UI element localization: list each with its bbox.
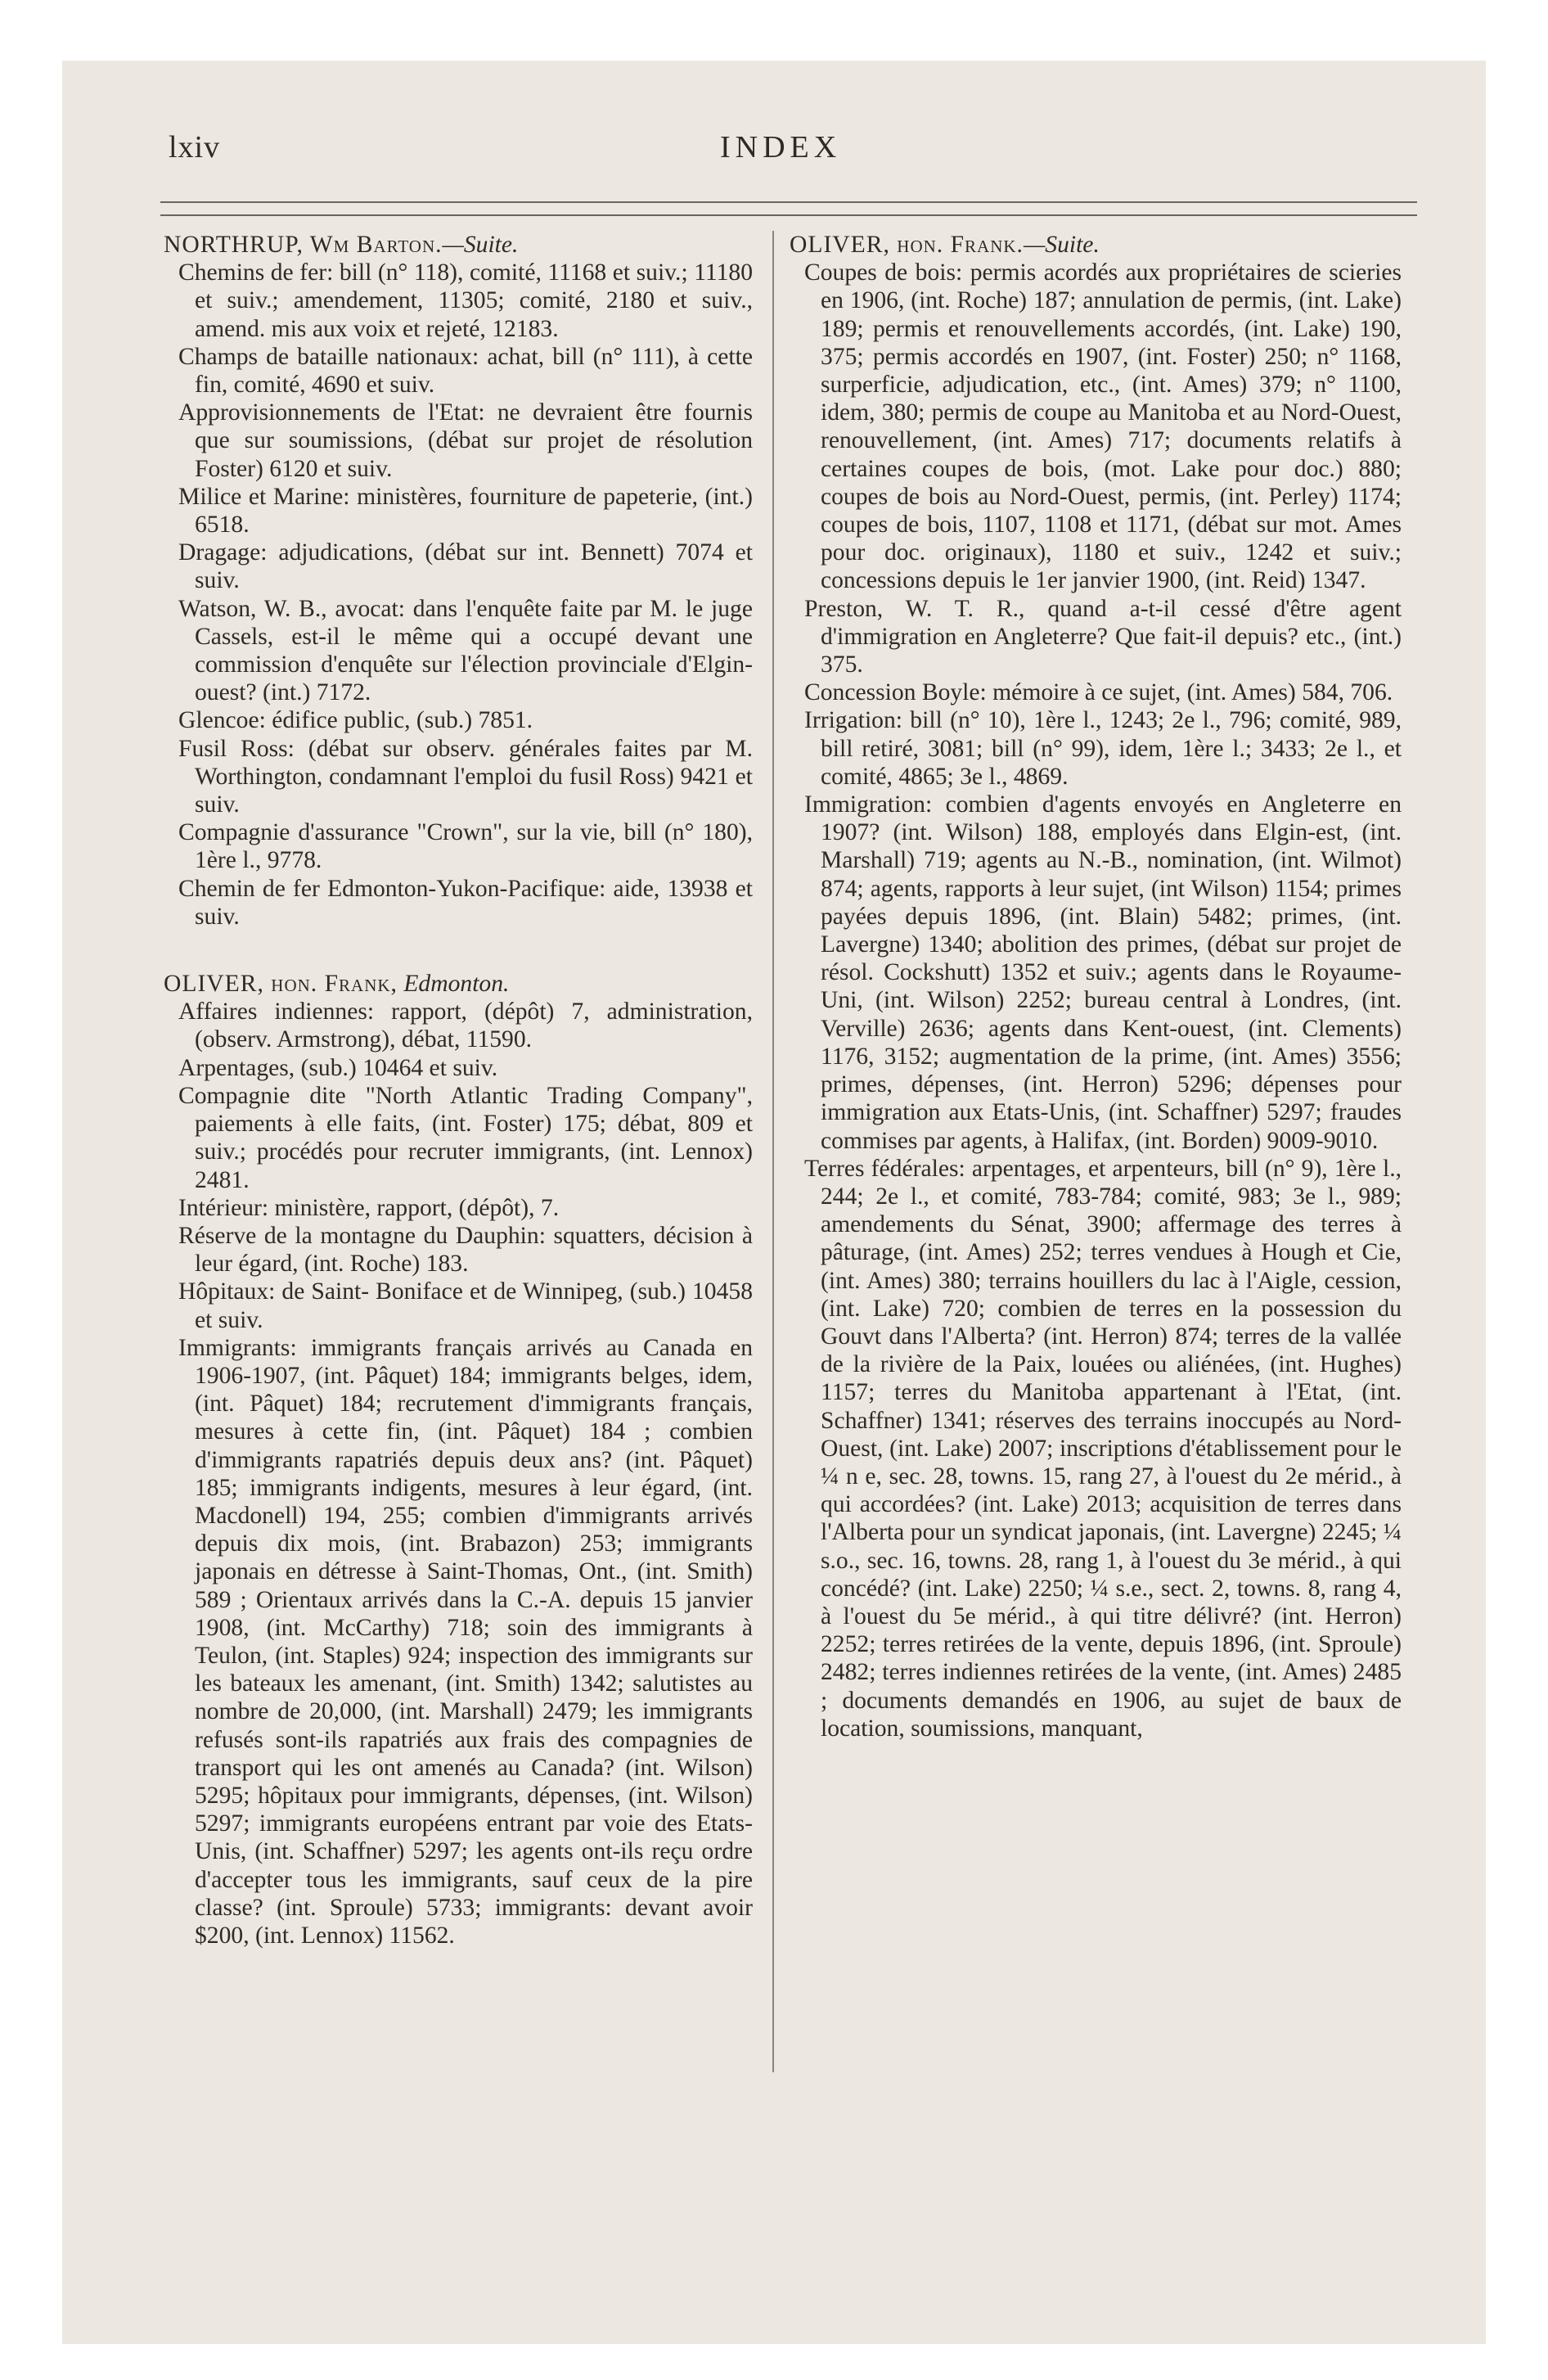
index-entry: Milice et Marine: ministères, fourniture de papeterie, (int.) 6518. [178, 483, 753, 539]
index-entry: Arpentages, (sub.) 10464 et suiv. [178, 1054, 498, 1081]
index-entry: Immigration: combien d'agents envoyés en Angleterre en 1907? (int. Wilson) 188, employés dans Elgin-est, (int. Marshall) 719; agents au N.-B., nomination, (int. Wilmot) 874; agents, rapports à leur sujet, (int Wilson) 1154; primes payées depuis 1896, (int. Blain) 5482; primes, (int. Lavergne) 1340; abolition des primes, (débat sur projet de résol. Cockshutt) 1352 et suiv.; agents dans le Royaume-Uni, (int. Wilson) 2252; bureau central à Londres, (int. Verville) 2636; agents dans Kent-ouest, (int. Clements) 1176, 3152; augmentation de la prime, (int. Ames) 3556; primes, dépenses, (int. Herron) 5296; dépenses pour immigration aux Etats-Unis, (int. Schaffner) 5297; fraudes commises par agents, à Halifax, (int. Borden) 9009-9010. [804, 791, 1402, 1154]
heading-name: OLIVER, hon. Frank, [164, 971, 398, 998]
header-rule-top [160, 201, 1417, 203]
index-entry: Hôpitaux: de Saint- Boniface et de Winnipeg, (sub.) 10458 et suiv. [178, 1278, 753, 1333]
index-entry: Watson, W. B., avocat: dans l'enquête faite par M. le juge Cassels, est-il le même qui a occupé devant une commission d'enquête sur l'élection provinciale d'Elgin- ouest? (int.) 7172. [178, 595, 753, 706]
heading-suffix: —Suite. [442, 232, 519, 258]
heading-name: NORTHRUP, Wm Barton. [164, 232, 443, 258]
index-entry: Dragage: adjudications, (débat sur int. Bennett) 7074 et suiv. [178, 539, 753, 594]
heading-suffix: —Suite. [1023, 232, 1100, 258]
index-entry: Glencoe: édifice public, (sub.) 7851. [178, 707, 533, 734]
index-entry: Irrigation: bill (n° 10), 1ère l., 1243; 2e l., 796; comité, 989, bill retiré, 3081; bill (n° 99), idem, 1ère l.; 3433; 2e l., et comité, 4865; 3e l., 4869. [804, 707, 1402, 790]
index-entry: Coupes de bois: permis acordés aux propriétaires de scieries en 1906, (int. Roche) 187; annulation de permis, (int. Lake) 189; permis et renouvellements accordés, (int. Lake) 190, 375; permis accordés en 1907, (int. Foster) 250; n° 1168, surperficie, adjudication, etc., (int. Ames) 379; n° 1100, idem, 380; permis de coupe au Manitoba et au Nord-Ouest, renouvellement, (int. Ames) 717; documents relatifs à certaines coupes de bois, (mot. Lake pour doc.) 880; coupes de bois au Nord-Ouest, permis, (int. Perley) 1174; coupes de bois, 1107, 1108 et 1171, (débat sur mot. Ames pour doc. originaux), 1180 et suiv., 1242 et suiv.; concessions depuis le 1er janvier 1900, (int. Reid) 1347. [804, 259, 1402, 594]
index-entry: Concession Boyle: mémoire à ce sujet, (int. Ames) 584, 706. [804, 679, 1393, 706]
heading-name: OLIVER, hon. Frank. [790, 232, 1024, 258]
index-entry: Compagnie d'assurance "Crown", sur la vie, bill (n° 180), 1ère l., 9778. [178, 819, 753, 874]
entry-list [164, 998, 753, 1950]
index-entry: Immigrants: immigrants français arrivés au Canada en 1906-1907, (int. Pâquet) 184; immigrants belges, idem, (int. Pâquet) 184; recrutement d'immigrants français, mesures à cette fin, (int. Pâquet) 184 ; combien d'immigrants rapatriés depuis deux ans? (int. Pâquet) 185; immigrants indigents, mesures à leur égard, (int. Macdonell) 194, 255; combien d'immigrants arrivés depuis dix mois, (int. Brabazon) 253; immigrants japonais en détresse à Saint-Thomas, Ont., (int. Smith) 589 ; Orientaux arrivés dans la C.-A. depuis 15 janvier 1908, (int. McCarthy) 718; soin des immigrants à Teulon, (int. Staples) 924; inspection des immigrants sur les bateaux les amenant, (int. Smith) 1342; salutistes au nombre de 20,000, (int. Marshall) 2479; les immigrants refusés sont-ils rapatriés aux frais des compagnies de transport qui les ont amenés au Canada? (int. Wilson) 5295; hôpitaux pour immigrants, dépenses, (int. Wilson) 5297; immigrants européens entrant par voie des Etats-Unis, (int. Schaffner) 5297; les agents ont-ils reçu ordre d'accepter tous les immigrants, sauf ceux de la pire classe? (int. Sproule) 5733; immigrants: devant avoir $200, (int. Lennox) 11562. [178, 1334, 753, 1949]
index-entry: Fusil Ross: (débat sur observ. générales faites par M. Worthington, condamnant l'emploi du fusil Ross) 9421 et suiv. [178, 735, 753, 818]
index-entry: Chemins de fer: bill (n° 118), comité, 11168 et suiv.; 11180 et suiv.; amendement, 11305; comité, 2180 et suiv., amend. mis aux voix et rejeté, 12183. [178, 259, 753, 342]
index-entry: Terres fédérales: arpentages, et arpenteurs, bill (n° 9), 1ère l., 244; 2e l., et comité, 783-784; comité, 983; 3e l., 989; amendements du Sénat, 3900; affermage des terres à pâturage, (int. Ames) 252; terres vendues à Hough et Cie, (int. Ames) 380; terrains houillers du lac à l'Aigle, cession, (int. Lake) 720; combien de terres en la possession du Gouvt dans l'Alberta? (int. Herron) 874; terres de la vallée de la rivière de la Paix, louées ou aliénées, (int. Hughes) 1157; terres du Manitoba appartenant à l'Etat, (int. Schaffner) 1341; réserves des terrains inoccupés au Nord-Ouest, (int. Lake) 2007; inscriptions d'établissement pour le ¼ n e, sec. 28, towns. 15, rang 27, à l'ouest du 2e mérid., à qui accordées? (int. Lake) 2013; acquisition de terres dans l'Alberta pour un syndicat japonais, (int. Lavergne) 2245; ¼ s.o., sec. 16, towns. 28, rang 1, à l'ouest du 3e mérid., à qui concédé? (int. Lake) 2250; ¼ s.e., sect. 2, towns. 8, rang 4, à l'ouest du 5e mérid., à qui titre délivré? (int. Herron) 2252; terres retirées de la vente, depuis 1896, (int. Sproule) 2482; terres indiennes retirées de la vente, (int. Ames) 2485 ; documents demandés en 1906, au sujet de baux de location, soumissions, manquant, [804, 1155, 1402, 1742]
index-entry: Compagnie dite "North Atlantic Trading Company", paiements à elle faits, (int. Foster) 175; débat, 809 et suiv.; procédés pour recruter immigrants, (int. Lennox) 2481. [178, 1082, 753, 1193]
index-entry: Affaires indiennes: rapport, (dépôt) 7, administration, (observ. Armstrong), débat, 11590. [178, 998, 753, 1053]
section-gap [164, 931, 753, 970]
page-number: lxiv [169, 130, 221, 165]
right-column [790, 231, 1402, 1742]
index-entry: Preston, W. T. R., quand a-t-il cessé d'être agent d'immigration en Angleterre? Que fait-il depuis? etc., (int.) 375. [804, 595, 1402, 678]
column-divider [772, 231, 774, 2072]
index-heading [164, 970, 753, 998]
index-entry: Approvisionnements de l'Etat: ne devraient être fournis que sur soumissions, (débat sur projet de résolution Foster) 6120 et suiv. [178, 399, 753, 482]
entry-list [790, 259, 1402, 1742]
index-entry: Chemin de fer Edmonton-Yukon-Pacifique: aide, 13938 et suiv. [178, 875, 753, 930]
entry-list [164, 259, 753, 931]
index-entry: Intérieur: ministère, rapport, (dépôt), 7. [178, 1194, 560, 1221]
header-rule-bottom [160, 214, 1417, 216]
index-entry: Champs de bataille nationaux: achat, bill (n° 111), à cette fin, comité, 4690 et suiv. [178, 343, 753, 399]
index-heading [790, 231, 1402, 259]
index-entry: Réserve de la montagne du Dauphin: squatters, décision à leur égard, (int. Roche) 183. [178, 1222, 753, 1278]
heading-suffix: Edmonton. [403, 971, 510, 998]
page-title: INDEX [720, 130, 842, 165]
index-heading [164, 231, 753, 259]
left-column [164, 231, 753, 1950]
